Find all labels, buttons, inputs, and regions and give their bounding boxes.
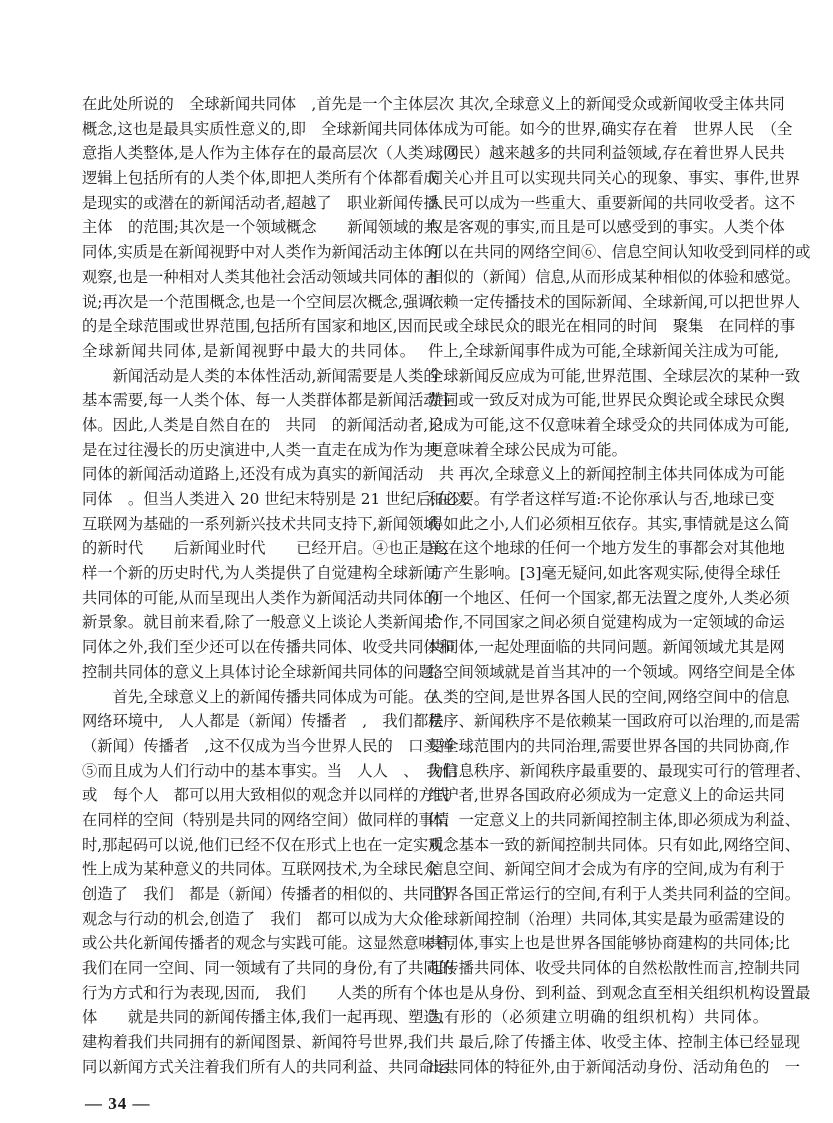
text-line: 在同样的空间（特别是共同的网络空间）做同样的事情 <box>82 810 450 829</box>
text-line: 人民可以成为一些重大、重要新闻的共同收受者。这不 <box>428 193 796 212</box>
text-line: 的是全球范围或世界范围,包括所有国家和地区,因而, <box>82 317 434 336</box>
text-line: 要全球范围内的共同治理,需要世界各国的共同协商,作 <box>428 736 790 755</box>
text-line: 样一个新的历史时代,为人类提供了自觉建构全球新闻 <box>82 564 439 583</box>
text-line: 说;再次是一个范围概念,也是一个空间层次概念,强调 <box>82 292 434 311</box>
text-line: 同以新闻方式关注着我们所有人的共同利益、共同命运。 <box>82 1057 465 1076</box>
text-line: 为有形的（必须建立明确的组织机构）共同体。 <box>428 1008 768 1027</box>
text-line: 意指人类整体,是人作为主体存在的最高层次（人类）,③ <box>82 144 459 163</box>
text-line: 球网民）越来越多的共同利益领域,存在着世界人民共 <box>428 144 785 163</box>
text-line: 论成为可能,这不仅意味着全球受众的共同体成为可能, <box>428 415 790 434</box>
text-line: 同关心并且可以实现共同关心的现象、事实、事件,世界 <box>428 169 800 188</box>
text-line: 同体,实质是在新闻视野中对人类作为新闻活动主体的 <box>82 243 439 262</box>
text-line: ⑤而且成为人们行动中的基本事实。当 人人 、 我们 <box>82 761 457 780</box>
text-line: 全球新闻控制（治理）共同体,其实是最为亟需建设的 <box>428 909 785 928</box>
text-line: 信息空间、新闻空间才会成为有序的空间,成为有利于 <box>428 860 785 879</box>
text-line: 全球新闻反应成为可能,世界范围、全球层次的某种一致 <box>428 366 800 385</box>
text-line: 最后,除了传播主体、收受主体、控制主体已经显现 <box>428 1033 800 1052</box>
text-line: 件上,全球新闻事件成为可能,全球新闻关注成为可能, <box>428 341 780 360</box>
text-line: 其次,全球意义上的新闻受众或新闻收受主体共同 <box>428 95 785 113</box>
text-line: 同体 。但当人类进入 20 世纪末特别是 21 世纪后,在以 <box>82 490 467 508</box>
text-line: 体、一定意义上的共同新闻控制主体,即必须成为利益、 <box>428 810 800 829</box>
text-line: 性上成为某种意义的共同体。互联网技术,为全球民众 <box>82 860 439 879</box>
text-line: 概念,这也是最具实质性意义的,即 全球新闻共同体 <box>82 119 429 138</box>
text-line: 体 就是共同的新闻传播主体,我们一起再现、塑造、 <box>82 1008 454 1027</box>
text-line: 何一个地区、任何一个国家,都无法置之度外,人类必须 <box>428 588 790 607</box>
text-line: 创造了 我们 都是（新闻）传播者的相似的、共同的 <box>82 885 450 903</box>
text-line: 建构着我们共同拥有的新闻图景、新闻符号世界,我们共 <box>82 1033 454 1052</box>
text-line: 或 每个人 都可以用大致相似的观念并以同样的方式 <box>82 786 450 805</box>
text-line: 在此处所说的 全球新闻共同体 ,首先是一个主体层次 <box>82 95 454 113</box>
text-line: 逻辑上包括所有的人类个体,即把人类所有个体都看成 <box>82 169 439 188</box>
text-line: 方产生影响。[3]毫无疑问,如此客观实际,使得全球任 <box>428 564 781 583</box>
text-line: 新闻活动是人类的本体性活动,新闻需要是人类的 <box>82 366 439 385</box>
text-line: 合作,不同国家之间必须自觉建构成为一定领域的命运 <box>428 613 785 632</box>
right-text-column <box>428 92 811 1080</box>
text-line: 观察,也是一种相对人类其他社会活动领域共同体的言 <box>82 267 439 286</box>
text-line: 维护者,世界各国政府必须成为一定意义上的命运共同 <box>428 786 785 805</box>
text-line: （新闻）传播者 ,这不仅成为当今世界人民的 口头禅 , <box>82 736 475 755</box>
text-line: 秩序、新闻秩序不是依赖某一国政府可以治理的,而是需 <box>428 712 800 731</box>
text-line: 新景象。就目前来看,除了一般意义上谈论人类新闻共 <box>82 613 439 632</box>
text-line: 为信息秩序、新闻秩序最重要的、最现实可行的管理者、 <box>428 761 811 780</box>
text-line: 更意味着全球公民成为可能。 <box>428 440 627 459</box>
text-line: 基本需要,每一人类个体、每一人类群体都是新闻活动主 <box>82 391 454 410</box>
text-line: 人类的空间,是世界各国人民的空间,网络空间中的信息 <box>428 687 790 706</box>
text-line: 我们在同一空间、同一领域有了共同的身份,有了共同的 <box>82 959 454 978</box>
text-line: 体成为可能。如今的世界,确实存在着 世界人民 （全 <box>428 119 793 138</box>
page-number: — 34 — <box>85 1094 151 1113</box>
text-line: 或公共化新闻传播者的观念与实践可能。这显然意味着, <box>82 934 454 953</box>
text-line: 再次,全球意义上的新闻控制主体共同体成为可能 <box>428 465 785 484</box>
text-line: 共同体,事实上也是世界各国能够协商建构的共同体;比 <box>428 934 790 953</box>
text-line: 相似的（新闻）信息,从而形成某种相似的体验和感觉。 <box>428 267 800 286</box>
text-line: 仅是客观的事实,而且是可以感受到的事实。人类个体 <box>428 218 785 237</box>
text-line: 共同体的可能,从而呈现出人类作为新闻活动共同体的 <box>82 588 439 607</box>
text-line: 行为方式和行为表现,因而, 我们 人类的所有个 <box>82 983 429 1002</box>
text-line: 络空间领域就是首当其冲的一个领域。网络空间是全体 <box>428 662 796 681</box>
text-line: 网络环境中, 人人都是（新闻）传播者 , 我们都是 <box>82 712 444 731</box>
text-line: 出共同体的特征外,由于新闻活动身份、活动角色的 一 <box>428 1057 800 1076</box>
text-line: 互联网为基础的一系列新兴技术共同支持下,新闻领域 <box>82 514 439 533</box>
text-line: 世界各国正常运行的空间,有利于人类共同利益的空间。 <box>428 885 800 903</box>
text-line: 同体之外,我们至少还可以在传播共同体、收受共同体和 <box>82 638 454 657</box>
left-text-column <box>82 92 475 1080</box>
text-line: 起传播共同体、收受共同体的自然松散性而言,控制共同 <box>428 959 800 978</box>
text-line: 是在过往漫长的历史演进中,人类一直走在成为作为共 <box>82 440 439 459</box>
text-line: 民或全球民众的眼光在相同的时间 聚集 在同样的事 <box>428 317 796 336</box>
text-line: 控制共同体的意义上具体讨论全球新闻共同体的问题。 <box>82 662 450 681</box>
text-line: 单,在这个地球的任何一个地方发生的事都会对其他地 <box>428 539 785 558</box>
text-line: 体也是从身份、到利益、到观念直至相关组织机构设置最 <box>428 983 811 1002</box>
text-line: 赞同或一致反对成为可能,世界民众舆论或全球民众舆 <box>428 391 785 410</box>
text-line: 全球新闻共同体,是新闻视野中最大的共同体。 <box>82 341 415 360</box>
text-line: 的新时代 后新闻业时代 已经开启。④也正是这 <box>82 539 450 558</box>
text-line: 时,那起码可以说,他们已经不仅在形式上也在一定实质 <box>82 835 444 854</box>
text-line: 首先,全球意义上的新闻传播共同体成为可能。在 <box>82 687 439 706</box>
text-line: 主体 的范围;其次是一个领域概念 新闻领域的共 <box>82 218 439 237</box>
text-line: 可以在共同的网络空间⑥、信息空间认知收受到同样的或 <box>428 243 811 262</box>
text-line: 同体的新闻活动道路上,还没有成为真实的新闻活动 共 <box>82 465 454 484</box>
text-line: 是现实的或潜在的新闻活动者,超越了 职业新闻传播 <box>82 193 439 212</box>
text-line: 共同体,一起处理面临的共同问题。新闻领域尤其是网 <box>428 638 785 657</box>
text-line: 观念基本一致的新闻控制共同体。只有如此,网络空间、 <box>428 835 800 854</box>
text-line: 依赖一定传播技术的国际新闻、全球新闻,可以把世界人 <box>428 292 800 311</box>
text-line: 得如此之小,人们必须相互依存。其实,事情就是这么简 <box>428 514 790 533</box>
text-line: 体。因此,人类是自然自在的 共同 的新闻活动者,只 <box>82 415 444 434</box>
text-line: 和必要。有学者这样写道:不论你承认与否,地球已变 <box>428 490 775 508</box>
text-line: 观念与行动的机会,创造了 我们 都可以成为大众化 <box>82 909 439 928</box>
